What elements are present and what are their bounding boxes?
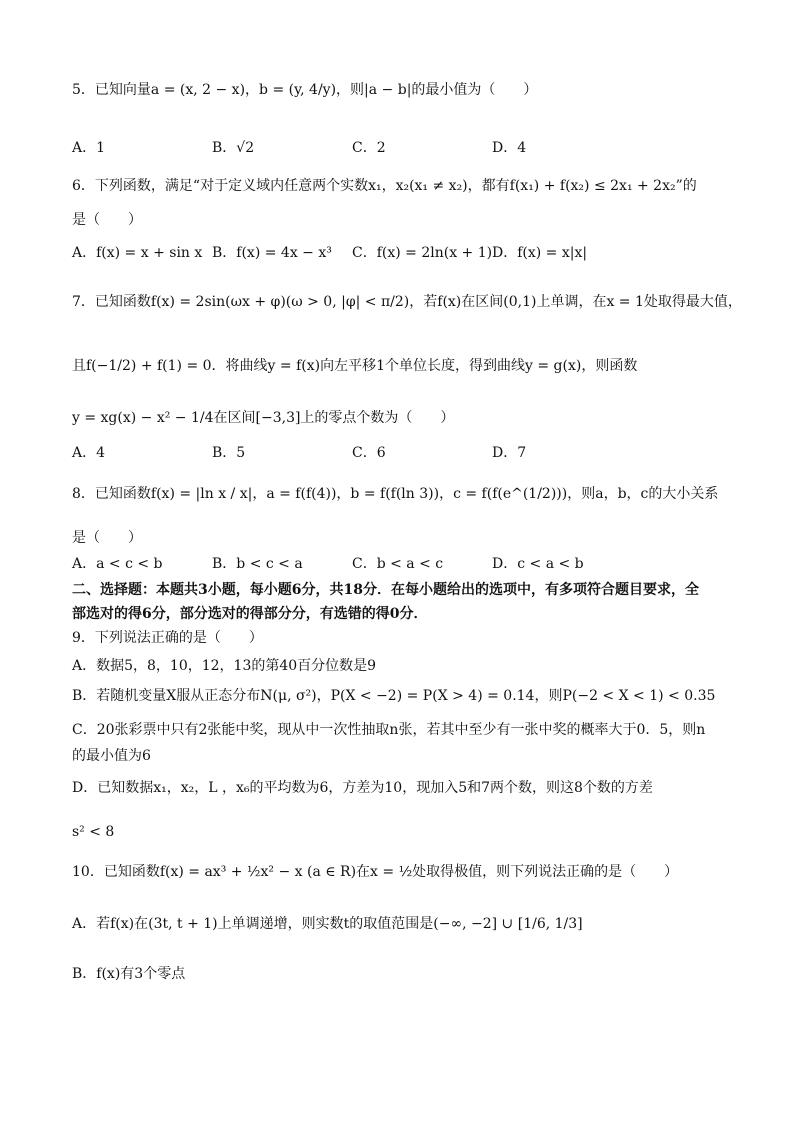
q5-option-d: D．4 [492,140,527,156]
q9-stem: 9．下列说法正确的是（ ） [72,630,263,646]
q8-option-b: B．b < c < a [212,556,303,572]
q7-stem-line2: 且f(−1/2) + f(1) = 0．将曲线y = f(x)向左平移1个单位长度，得到曲线y = g(x)，则函数 [72,358,638,374]
q5-stem: 5．已知向量a = (x, 2 − x)，b = (y, 4/y)，则|a − b|的最小值为（ ） [72,82,538,98]
q6-option-a: A．f(x) = x + sin x [72,245,203,261]
q7-option-c: C．6 [352,445,386,461]
q9-option-b: B．若随机变量X服从正态分布N(μ, σ²)，P(X < −2) = P(X > 4) = 0.14，则P(−2 < X < 1) < 0.35 [72,688,716,704]
q10-stem: 10．已知函数f(x) = ax³ + ½x² − x (a ∈ R)在x = ½处取得极值，则下列说法正确的是（ ） [72,864,679,880]
section2-heading-line2: 部选对的得6分，部分选对的得部分分，有选错的得0分． [72,606,428,622]
section2-heading-line1: 二、选择题：本题共3小题，每小题6分，共18分．在每小题给出的选项中，有多项符合题目要求，全 [72,582,699,598]
q10-option-a: A．若f(x)在(3t, t + 1)上单调递增，则实数t的取值范围是(−∞, −2] ∪ [1/6, 1/3] [72,916,583,932]
q5-option-b: B．√2 [212,140,255,156]
q7-option-b: B．5 [212,445,246,461]
q5-option-a: A．1 [72,140,106,156]
q6-option-c: C．f(x) = 2ln(x + 1) [352,245,493,261]
q8-stem-line2: 是（ ） [72,530,142,546]
q8-option-a: A．a < c < b [72,556,163,572]
q7-stem-line3: y = xg(x) − x² − 1/4在区间[−3,3]上的零点个数为（ ） [72,410,455,426]
q5-option-c: C．2 [352,140,386,156]
q9-option-d-line2: s² < 8 [72,824,115,840]
q8-stem-line1: 8．已知函数f(x) = |ln x / x|，a = f(f(4))，b = f(f(ln 3))，c = f(f(e^(1/2)))，则a，b，c的大小关系 [72,486,719,502]
q6-option-d: D．f(x) = x|x| [492,245,588,261]
q7-stem-line1: 7．已知函数f(x) = 2sin(ωx + φ)(ω > 0, |φ| < π/2)，若f(x)在区间(0,1)上单调，在x = 1处取得最大值， [72,294,742,310]
q6-option-b: B．f(x) = 4x − x³ [212,245,332,261]
q6-stem-line2: 是（ ） [72,212,142,228]
q7-option-d: D．7 [492,445,527,461]
q9-option-a: A．数据5，8，10，12，13的第40百分位数是9 [72,658,377,674]
q7-option-a: A．4 [72,445,106,461]
q9-option-c-line1: C．20张彩票中只有2张能中奖，现从中一次性抽取n张，若其中至少有一张中奖的概率大于0．5，则n [72,722,706,738]
q6-stem-line1: 6．下列函数，满足“对于定义域内任意两个实数x₁，x₂(x₁ ≠ x₂)，都有f(x₁) + f(x₂) ≤ 2x₁ + 2x₂”的 [72,178,697,194]
q8-option-c: C．b < a < c [352,556,444,572]
q9-option-c-line2: 的最小值为6 [72,748,151,764]
q10-option-b: B．f(x)有3个零点 [72,966,186,982]
q9-option-d-line1: D．已知数据x₁，x₂，L ，x₆的平均数为6，方差为10，现加入5和7两个数，则这8个数的方差 [72,780,653,796]
q8-option-d: D．c < a < b [492,556,584,572]
